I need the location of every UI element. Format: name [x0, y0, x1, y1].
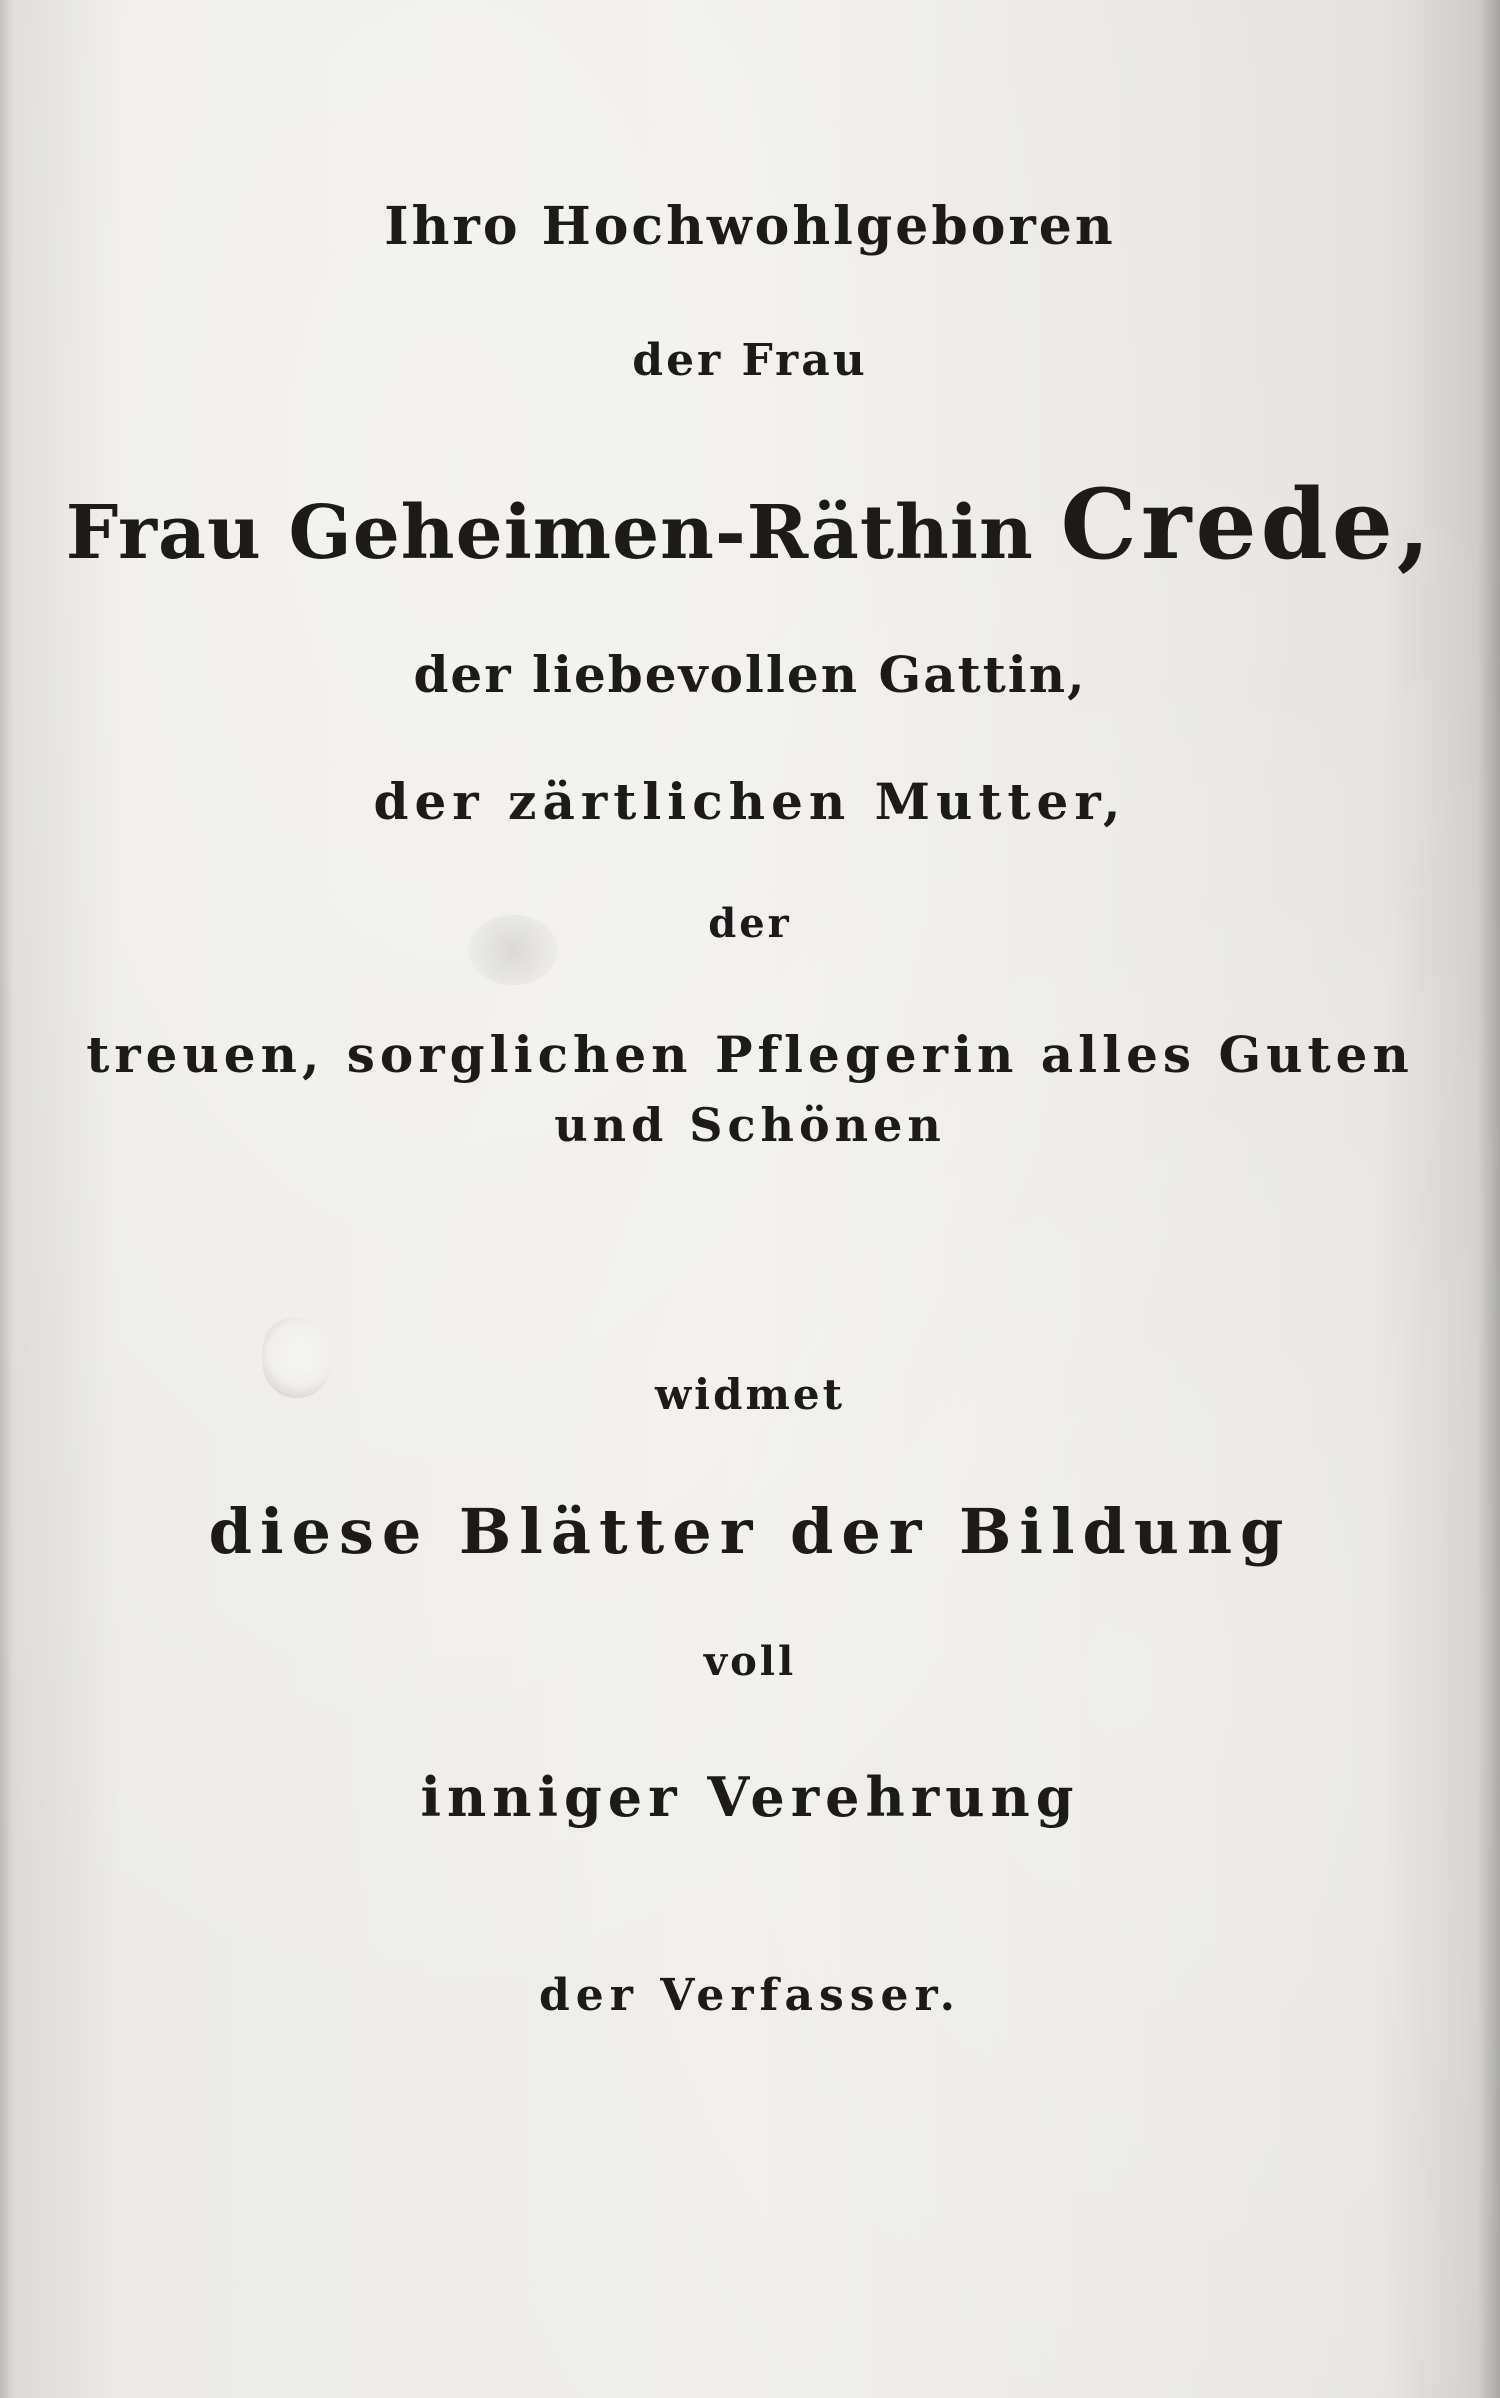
dedication-gattin: der liebevollen Gattin, [413, 645, 1087, 704]
dedication-widmet: widmet [654, 1370, 846, 1419]
dedication-der-frau: der Frau [632, 335, 868, 386]
recipient-title: Frau Geheimen-Räthin [65, 490, 1034, 576]
dedication-der: der [708, 900, 792, 947]
dedication-signature: der Verfasser. [539, 1970, 961, 2021]
dedication-mutter: der zärtlichen Mutter, [373, 772, 1127, 831]
recipient-surname: Crede, [1060, 468, 1435, 581]
dedication-blaetter: diese Blätter der Bildung [208, 1495, 1292, 1568]
dedication-honorific: Ihro Hochwohlgeboren [384, 196, 1116, 257]
dedication-voll: voll [703, 1638, 797, 1685]
dedication-pflegerin: treuen, sorglichen Pflegerin alles Guten [86, 1025, 1414, 1084]
dedication-schoenen: und Schönen [554, 1098, 946, 1152]
dedication-verehrung: inniger Verehrung [420, 1765, 1080, 1829]
dedication-recipient [0, 468, 1500, 581]
